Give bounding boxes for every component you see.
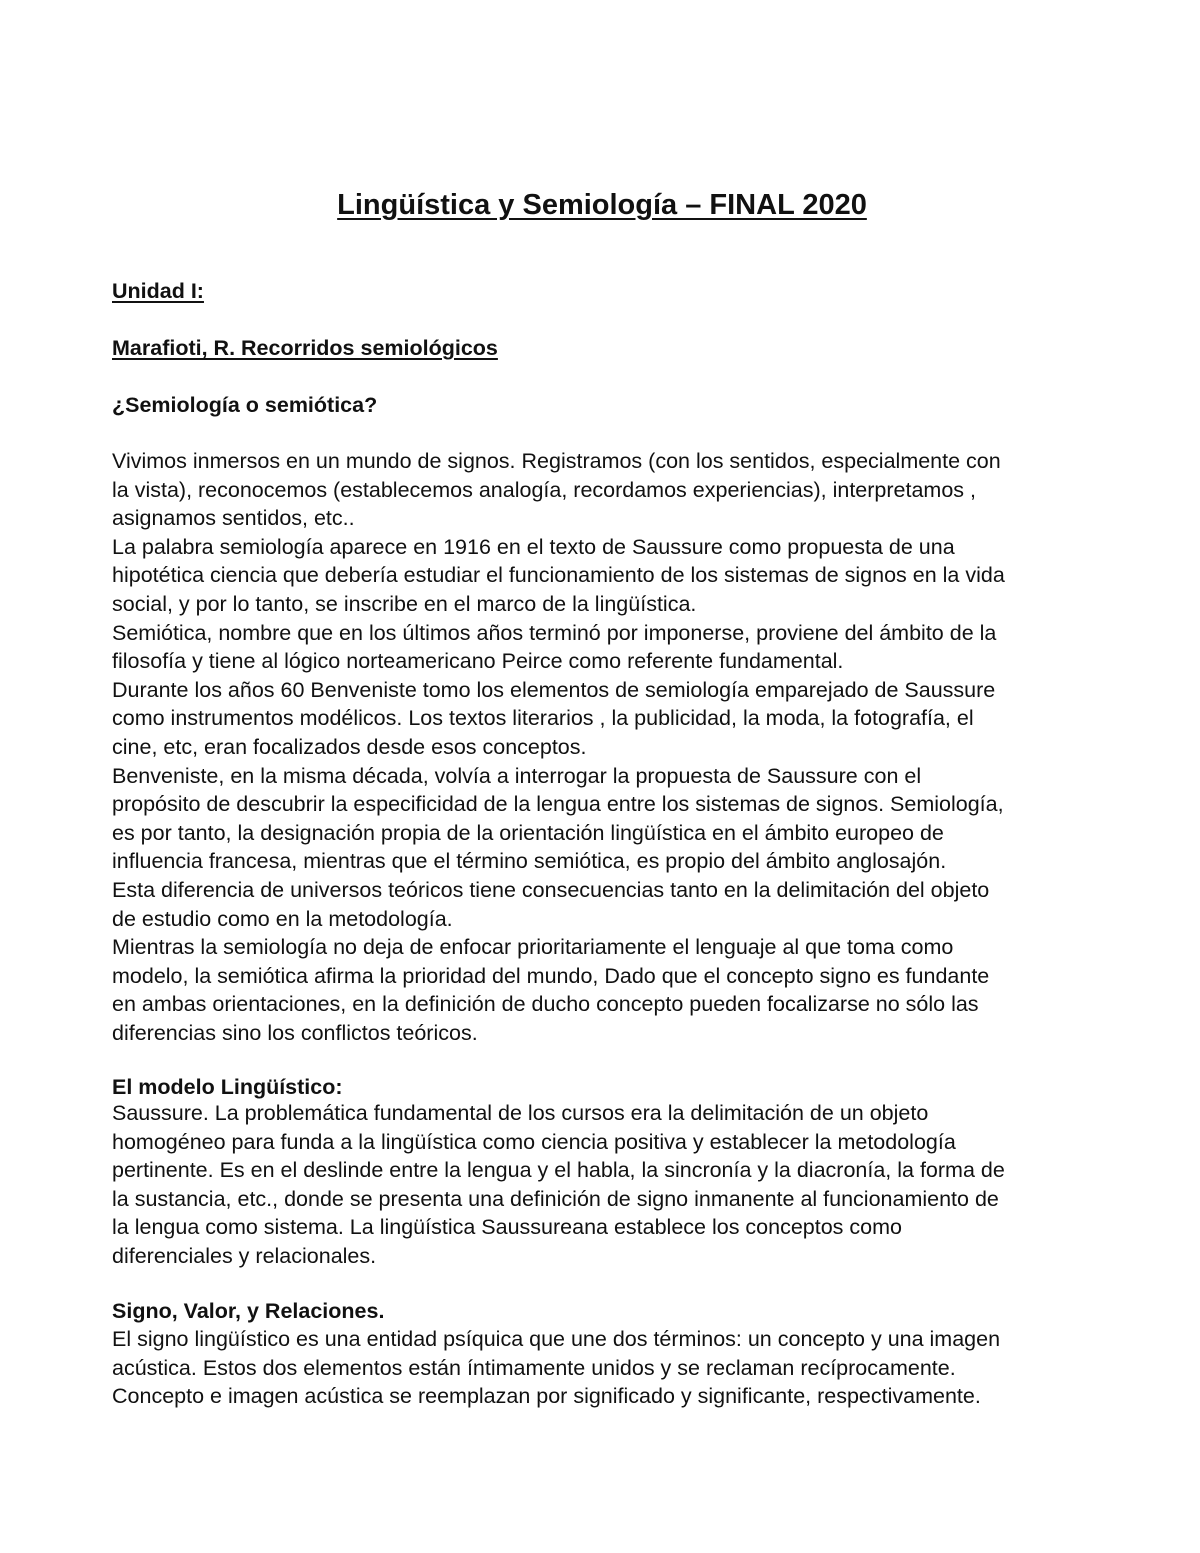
paragraph-line: diferenciales y relacionales.: [112, 1243, 377, 1268]
paragraph-line: La palabra semiología aparece en 1916 en el texto de Saussure como propuesta de una: [112, 534, 955, 559]
source-heading: Marafioti, R. Recorridos semiológicos: [112, 336, 498, 360]
paragraph-line: la lengua como sistema. La lingüística Saussureana establece los conceptos como: [112, 1215, 902, 1240]
paragraph-line: El signo lingüístico es una entidad psíquica que une dos términos: un concepto y una imagen: [112, 1327, 1001, 1351]
section-heading-modelo: El modelo Lingüístico:: [112, 1075, 343, 1099]
paragraph-line: Durante los años 60 Benveniste tomo los elementos de semiología emparejado de Saussure: [112, 677, 996, 702]
paragraph-line: acústica. Estos dos elementos están íntimamente unidos y se reclaman recíprocamente.: [112, 1355, 956, 1380]
paragraph-line: Concepto e imagen acústica se reemplazan por significado y significante, respectivamente.: [112, 1384, 981, 1409]
paragraph-line: es por tanto, la designación propia de la orientación lingüística en el ámbito europeo de: [112, 820, 944, 845]
paragraph-line: propósito de descubrir la especificidad de la lengua entre los sistemas de signos. Semiología,: [112, 792, 1004, 817]
section-body-semiologia: [112, 447, 1092, 1047]
paragraph-line: la sustancia, etc., donde se presenta una definición de signo inmanente al funcionamiento de: [112, 1186, 999, 1211]
paragraph-line: Esta diferencia de universos teóricos tiene consecuencias tanto en la delimitación del objeto: [112, 877, 990, 902]
paragraph-line: de estudio como en la metodología.: [112, 906, 453, 931]
document-title: Lingüística y Semiología – FINAL 2020: [337, 189, 867, 221]
section-body-signo: [112, 1325, 1092, 1411]
paragraph-line: cine, etc, eran focalizados desde esos conceptos.: [112, 734, 587, 759]
paragraph-line: influencia francesa, mientras que el término semiótica, es propio del ámbito anglosajón.: [112, 849, 947, 874]
section-heading-semiologia: ¿Semiología o semiótica?: [112, 393, 378, 417]
paragraph-line: hipotética ciencia que debería estudiar el funcionamiento de los sistemas de signos en la vida: [112, 563, 1005, 588]
paragraph-line: la vista), reconocemos (establecemos analogía, recordamos experiencias), interpretamos ,: [112, 477, 976, 502]
paragraph-line: Saussure. La problemática fundamental de los cursos era la delimitación de un objeto: [112, 1101, 929, 1125]
paragraph-line: modelo, la semiótica afirma la prioridad del mundo, Dado que el concepto signo es fundante: [112, 963, 990, 988]
paragraph-line: asignamos sentidos, etc..: [112, 506, 355, 531]
paragraph-line: Mientras la semiología no deja de enfocar prioritariamente el lenguaje al que toma como: [112, 935, 954, 960]
section-body-modelo: [112, 1099, 1092, 1271]
paragraph-line: Semiótica, nombre que en los últimos años terminó por imponerse, proviene del ámbito de la: [112, 620, 997, 645]
paragraph-line: social, y por lo tanto, se inscribe en el marco de la lingüística.: [112, 591, 697, 616]
paragraph-line: pertinente. Es en el deslinde entre la lengua y el habla, la sincronía y la diacronía, la forma de: [112, 1158, 1005, 1183]
paragraph-line: diferencias sino los conflictos teóricos.: [112, 1020, 478, 1045]
paragraph-line: en ambas orientaciones, en la definición de ducho concepto pueden focalizarse no sólo las: [112, 992, 979, 1017]
paragraph-line: Vivimos inmersos en un mundo de signos. Registramos (con los sentidos, especialmente con: [112, 449, 1001, 473]
paragraph-line: como instrumentos modélicos. Los textos literarios , la publicidad, la moda, la fotografía, el: [112, 706, 974, 731]
paragraph-line: homogéneo para funda a la lingüística como ciencia positiva y establecer la metodología: [112, 1129, 956, 1154]
paragraph-line: Benveniste, en la misma década, volvía a interrogar la propuesta de Saussure con el: [112, 763, 922, 788]
unit-heading: Unidad I:: [112, 279, 204, 303]
section-heading-signo: Signo, Valor, y Relaciones.: [112, 1299, 385, 1323]
paragraph-line: filosofía y tiene al lógico norteamericano Peirce como referente fundamental.: [112, 649, 844, 674]
